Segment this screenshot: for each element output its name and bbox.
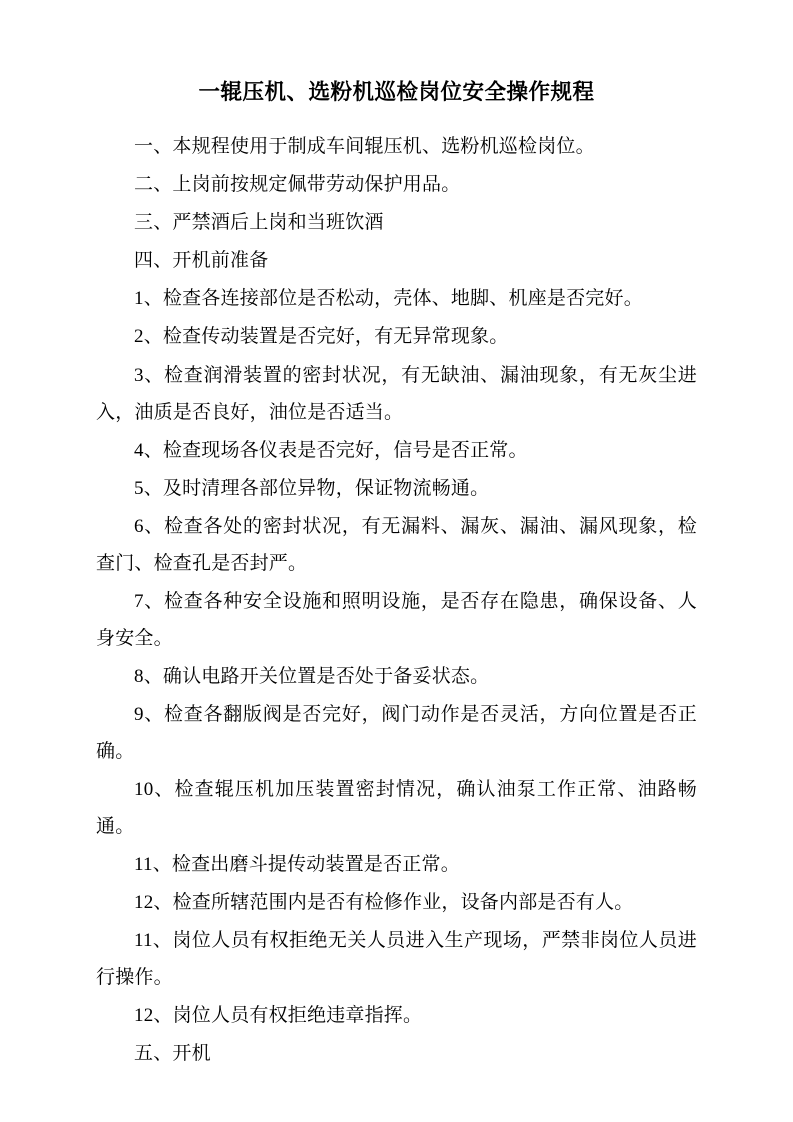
paragraph: 4、检查现场各仪表是否完好，信号是否正常。 bbox=[134, 439, 528, 461]
paragraph: 3、检查润滑装置的密封状况，有无缺油、漏油现象，有无灰尘进入，油质是否良好，油位是否适当。 bbox=[96, 364, 697, 423]
paragraph: 11、检查出磨斗提传动装置是否正常。 bbox=[134, 854, 460, 876]
paragraph: 五、开机 bbox=[134, 1043, 211, 1065]
paragraph: 11、岗位人员有权拒绝无关人员进入生产现场，严禁非岗位人员进行操作。 bbox=[96, 930, 697, 989]
paragraph: 6、检查各处的密封状况，有无漏料、漏灰、漏油、漏风现象，检查门、检查孔是否封严。 bbox=[96, 515, 697, 574]
paragraph: 一、本规程使用于制成车间辊压机、选粉机巡检岗位。 bbox=[134, 136, 595, 158]
paragraph: 7、检查各种安全设施和照明设施，是否存在隐患，确保设备、人身安全。 bbox=[96, 590, 697, 649]
paragraph: 1、检查各连接部位是否松动，壳体、地脚、机座是否完好。 bbox=[134, 288, 643, 310]
paragraph: 8、确认电路开关位置是否处于备妥状态。 bbox=[134, 665, 490, 687]
paragraph: 三、严禁酒后上岗和当班饮酒 bbox=[134, 212, 384, 234]
paragraph: 2、检查传动装置是否完好，有无异常现象。 bbox=[134, 326, 509, 348]
paragraph: 5、及时清理各部位异物，保证物流畅通。 bbox=[134, 477, 490, 499]
paragraph: 四、开机前准备 bbox=[134, 250, 269, 272]
paragraph: 10、检查辊压机加压装置密封情况，确认油泵工作正常、油路畅通。 bbox=[96, 779, 697, 838]
page-title: 一辊压机、选粉机巡检岗位安全操作规程 bbox=[198, 80, 595, 104]
document-body bbox=[96, 128, 697, 1072]
paragraph: 12、岗位人员有权拒绝违章指挥。 bbox=[134, 1005, 423, 1027]
paragraph: 9、检查各翻版阀是否完好，阀门动作是否灵活，方向位置是否正确。 bbox=[96, 703, 697, 762]
paragraph: 12、检查所辖范围内是否有检修作业，设备内部是否有人。 bbox=[134, 892, 634, 914]
paragraph: 二、上岗前按规定佩带劳动保护用品。 bbox=[134, 174, 461, 196]
